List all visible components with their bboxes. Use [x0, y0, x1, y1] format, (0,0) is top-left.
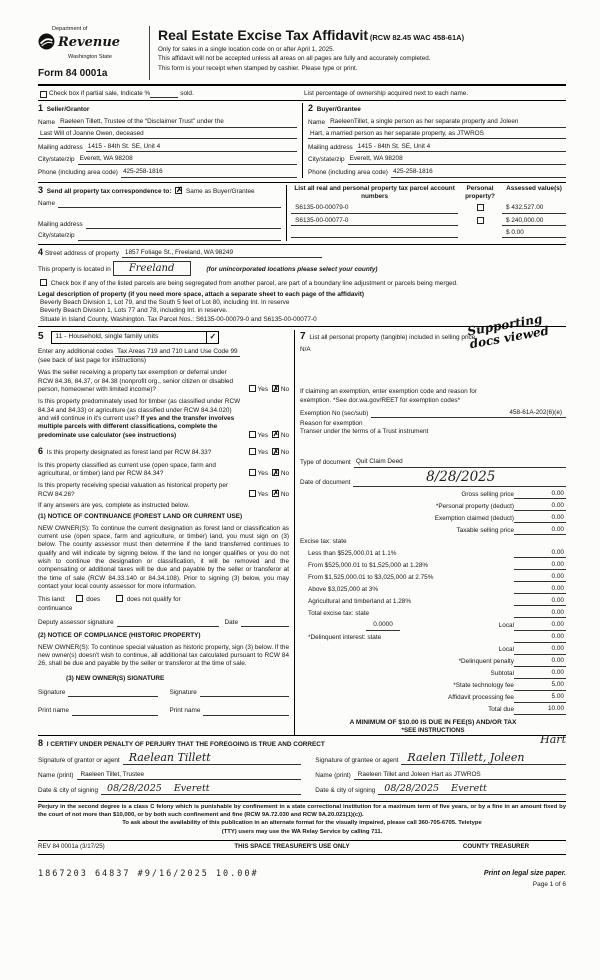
grantor-printname-line [77, 769, 302, 780]
tax-line-local-rate [300, 621, 566, 630]
tax-line-amount: 0.00 [514, 561, 566, 570]
tax-line-amount: 5.00 [514, 693, 566, 702]
owner-printname-line-2 [203, 715, 289, 716]
certify-statement: I CERTIFY UNDER PENALTY OF PERJURY THAT THE FOREGOING IS TRUE AND CORRECT [46, 741, 325, 749]
tax-line-bracket-2 [300, 561, 566, 570]
tax-line-amount: 0.00 [514, 585, 566, 594]
grantor-signature-value: Raelean Tillett [128, 750, 211, 764]
tax-line-amount: 0.00 [514, 633, 566, 642]
section1-number: 1 [38, 103, 44, 114]
doc-date-label: Date of document [300, 478, 351, 486]
county-treasurer-label: COUNTY TREASURER [462, 843, 530, 851]
exemption-no-code-label: Exemption No (sec/sub) [300, 409, 369, 417]
located-in-value[interactable]: Freeland [113, 261, 191, 276]
doc-type-value: Quit Claim Deed [354, 458, 566, 467]
section8-number: 8 [38, 738, 44, 749]
land-qualify-row [38, 595, 289, 604]
reason-exemption-value: Transer under the terms of a Trust instrument [300, 428, 429, 436]
reason-exemption-label: Reason for exemption [300, 419, 363, 427]
forest-yes-label: Yes [257, 449, 269, 457]
seller-name-value-2: Last Will of Joanne Owen, deceased [38, 130, 297, 139]
grantor-signature-label: Signature of grantor or agent [38, 756, 120, 764]
if-yes-note: If any answers are yes, complete as instructed below. [38, 502, 190, 510]
forest-yes-checkbox[interactable] [249, 448, 256, 455]
grantee-printname-label: Name (print) [315, 771, 351, 779]
see-instructions-note: *SEE INSTRUCTIONS [401, 727, 465, 735]
street-address-label: Street address of property [45, 250, 119, 258]
sold-label: sold. [180, 89, 194, 97]
assessed-value: $ 432,527.00 [502, 204, 566, 213]
owner-printname-row [38, 707, 289, 715]
parcel-row [291, 204, 566, 213]
form-rcw-reference: (RCW 82.45 WAC 458-61A) [369, 33, 465, 42]
grantor-signing-block [38, 750, 301, 795]
tax-line-amount: 0.00 [514, 573, 566, 582]
additional-codes-note: (see back of last page for instructions) [38, 357, 146, 365]
seller-phone-label: Phone (including area code) [38, 169, 118, 177]
tax-line-amount: 0.00 [514, 502, 566, 511]
does-not-label: does not qualify for [126, 596, 181, 604]
grantor-signature-line [123, 750, 302, 765]
does-not-checkbox[interactable] [116, 595, 123, 602]
tax-line-label: *Personal property (deduct) [435, 503, 514, 511]
seller-city-value: Everett, WA 98208 [78, 155, 297, 164]
section6-number: 6 [38, 446, 44, 457]
partial-sale-label: Check box if partial sale, Indicate % [49, 89, 151, 97]
buyer-name-value-2: Hart, a married person as her separate property, as JTWROS [308, 130, 566, 139]
tax-line-amount: 0.00 [514, 490, 566, 499]
perjury-notice: Perjury in the second degree is a class C felony which is punishable by confinement in a state correctional institution for a maximum term of five years, or by a fine in an amount fixed by the court of not more than $10,000, or by both such confinement and fine (RCW 9A.72.030 and RCW 9A.20.021(1)(c)). [38, 801, 566, 819]
notice-continuance-body: NEW OWNER(S): To continue the current designation as forest land or classification as current use (open space, farm and agriculture, or timber) land, you must sign on (3) below. The county assessor must then determine if the land transferred continues to qualify and will indicate by signing below. If the land no longer qualifies or you do not wish to continue the designation or classification, it will be removed and the compensating or additional taxes will be due and payable by the seller or transferor at the time of sale (RCW 84.33.140 or 84.34.108). Prior to signing (3) below, you may contact your local county assessor for more information. [38, 524, 289, 590]
tax-line-amount: 0.00 [514, 609, 566, 618]
seller-mailing-value: 1415 - 84th St. SE, Unit 4 [86, 143, 297, 152]
tax-line-agricultural [300, 597, 566, 606]
owner-signature-label-2: Signature [169, 688, 197, 696]
grantee-signature-line [401, 750, 566, 765]
tax-line-label: From $525,000.01 to $1,525,000 at 1.28% [308, 562, 429, 570]
timber-question-row [38, 398, 289, 440]
owner-printname-label-1: Print name [38, 707, 69, 715]
timber-yes-label: Yes [257, 431, 269, 439]
land-use-dropdown[interactable] [51, 331, 219, 344]
parcel-number: S6135-00-00079-0 [291, 204, 458, 213]
property-section [38, 244, 566, 326]
exemption-intro-2: exemption. *See dor.wa.gov/REET for exemption codes* [300, 396, 461, 404]
left-column [38, 330, 294, 735]
does-checkbox[interactable] [76, 595, 83, 602]
partial-sale-row [38, 88, 566, 100]
certification-section [38, 735, 566, 798]
timber-question: Is this property predominately used for timber (as classified under RCW 84.34 and 84.33) or agriculture (as classified under RCW 84.34.020) and will continue in it's current use? [38, 398, 241, 423]
tax-line-taxable [300, 526, 566, 535]
stray-signature-hart: Hart [540, 733, 566, 747]
tax-line-exemption-deduct [300, 514, 566, 523]
section2-number: 2 [308, 103, 314, 114]
historic-yes-label: Yes [257, 490, 269, 498]
deputy-signature-line [117, 626, 219, 627]
ownership-note: List percentage of ownership acquired next to each name. [304, 89, 469, 97]
seller-city-label: City/state/zip [38, 156, 75, 164]
note-accepted: This affidavit will not be accepted unless all areas on all pages are fully and accurately completed. [158, 55, 431, 63]
grantor-grantee-sections [38, 100, 566, 181]
historic-no-checkbox[interactable] [272, 490, 279, 497]
tax-line-bracket-3 [300, 573, 566, 582]
grantee-signature-value: Raelen Tillett, Joleen [407, 750, 525, 764]
correspondence-section [38, 185, 286, 241]
section3-number: 3 [38, 184, 44, 195]
buyer-grantee-section [302, 103, 566, 177]
cashier-stamp: 1867203 64837 #9/16/2025 10.00# [38, 868, 259, 879]
owner-printname-label-2: Print name [169, 707, 201, 715]
tax-line-amount: 0.00 [514, 669, 566, 678]
exemption-no-code-value: 458-61A-202(6)(e) [371, 409, 566, 418]
owner-signature-line-1 [68, 696, 157, 697]
buyer-phone-value: 425-258-1816 [391, 168, 566, 177]
seller-name-value: Raeleen Tillett, Trustee of the “Disclaimer Trust” under the [58, 118, 297, 127]
parcel-col-personal: Personal property? [465, 184, 495, 200]
minimum-due-note: A MINIMUM OF $10.00 IS DUE IN FEE(S) AND/OR TAX [349, 718, 517, 726]
bottom-row [38, 869, 566, 890]
timber-question-bold: If yes and the transfer involves multiple parcels with different classifications, complete the predominate use calculator (see instructions) [38, 415, 235, 439]
tax-line-amount: 0.00 [514, 645, 566, 654]
note-receipt: This form is your receipt when stamped by cashier. Please type or print. [158, 65, 358, 73]
exemption-yes-label: Yes [257, 386, 269, 394]
tax-line-label: Taxable selling price [456, 527, 514, 535]
segregation-checkbox[interactable] [40, 279, 47, 286]
grantor-date-value: 08/28/2025 Everett [107, 782, 210, 794]
tax-line-label: Gross selling price [461, 491, 514, 498]
exemption-no-checkbox[interactable] [272, 385, 279, 392]
seller-grantor-section [38, 103, 302, 177]
current-use-yes-checkbox[interactable] [249, 469, 256, 476]
tax-line-label: *Delinquent interest: state [308, 634, 382, 642]
forest-no-checkbox[interactable] [272, 448, 279, 455]
accessibility-notice-2: (TTY) users may use the WA Relay Service by calling 711. [221, 828, 383, 835]
legal-description-line-2: Beverly Beach Division 1, Lots 77 and 78, including Int. in reserve. [40, 307, 228, 315]
correspondence-city-label: City/state/zip [38, 232, 75, 240]
owner-printname-line-1 [72, 715, 158, 716]
buyer-city-value: Everett, WA 98208 [348, 155, 566, 164]
correspondence-name-line [58, 207, 281, 208]
section5-number: 5 [38, 331, 44, 343]
located-in-label: This property is located in [38, 266, 111, 274]
section2-title: Buyer/Grantee [316, 106, 361, 114]
dor-logo-block [38, 26, 150, 80]
tax-line-label: Affidavit processing fee [448, 694, 514, 702]
treasurer-space-label: THIS SPACE TREASURER'S USE ONLY [234, 843, 350, 851]
owner-signature-line-2 [200, 696, 289, 697]
exemption-intro-1: If claiming an exemption, enter exemption code and reason for [300, 388, 477, 396]
personal-property-checkbox-1[interactable] [477, 204, 484, 211]
same-as-buyer-checkbox[interactable] [175, 187, 182, 194]
tax-line-gross [300, 490, 566, 499]
form-number: Form 84 0001a [38, 67, 108, 79]
tax-line-label: From $1,525,000.01 to $3,025,000 at 2.75% [308, 574, 434, 582]
header-divider [38, 84, 566, 86]
new-owner-signature-title: (3) NEW OWNER(S) SIGNATURE [66, 674, 165, 682]
tax-line-amount: 0.00 [514, 597, 566, 606]
parcel-number [291, 237, 458, 238]
tax-line-technology-fee [300, 681, 566, 690]
section4-number: 4 [38, 246, 44, 257]
dropdown-check-icon[interactable] [206, 332, 218, 343]
correspondence-mailing-line [86, 228, 281, 229]
form-header [38, 26, 566, 80]
tax-line-label: Less than $525,000.01 at 1.1% [308, 550, 397, 558]
tax-line-amount: 10.00 [514, 705, 566, 714]
section7-number: 7 [300, 331, 306, 343]
current-use-yes-label: Yes [257, 470, 269, 478]
tax-line-total-state [300, 609, 566, 618]
revenue-logo-icon [38, 33, 55, 53]
parcel-table [286, 185, 566, 241]
timber-no-label: No [280, 431, 289, 439]
legal-description-line-3: Situate in Island County, Washington. Tax Parcel Nos.: S6135-00-00079-0 and S6135-00-00077-0 [40, 315, 317, 323]
tax-line-delinquent-penalty [300, 657, 566, 666]
street-address-value: 1857 Foliage St., Freeland, WA 98249 [122, 249, 322, 258]
partial-sale-checkbox[interactable] [40, 91, 47, 98]
supporting-docs-stamp: Supporting docs viewed [466, 311, 550, 351]
historic-yes-checkbox[interactable] [249, 490, 256, 497]
tax-line-label: Excise tax: state [300, 538, 347, 546]
grantor-date-label: Date & city of signing [38, 786, 99, 794]
forest-no-label: No [280, 449, 289, 457]
tax-line-excise-state [300, 538, 566, 546]
washington-state-label: Washington State [68, 53, 112, 60]
title-block [150, 26, 566, 80]
tax-line-label: Local [498, 646, 514, 654]
tax-line-personal-deduct [300, 502, 566, 511]
current-use-no-checkbox[interactable] [272, 469, 279, 476]
correspondence-city-line [78, 240, 282, 241]
main-columns [38, 326, 566, 735]
correspondence-name-label: Name [38, 199, 56, 207]
personal-property-checkbox-2[interactable] [477, 217, 484, 224]
notice-compliance-body: NEW OWNER(S): To continue special valuation as historic property, sign (3) below. If the new owner(s) doesn't wish to continue, all additional tax calculated pursuant to RCW 84 26, shall be due and payable by the seller or transferor at the time of sale. [38, 643, 289, 668]
same-as-buyer-label: Same as Buyer/Grantee [186, 187, 255, 195]
rev-form-number: REV 84 0001a (3/17/25) [38, 843, 105, 851]
forest-land-section [38, 446, 289, 716]
seller-name-label: Name [38, 119, 56, 127]
tax-line-amount: 0.00 [514, 514, 566, 523]
correspondence-mailing-label: Mailing address [38, 220, 83, 228]
accessibility-notice-1: To ask about the availability of this publication in an alternate format for the visually impaired, please call 360-705-6705. Teletype [122, 820, 482, 827]
grantor-date-line [101, 784, 301, 795]
segregation-label: Check box if any of the listed parcels are being segregated from another parcel, are part of a boundary line adjustment or parcels being merged. [50, 280, 458, 288]
historic-no-label: No [280, 490, 289, 498]
historic-question: Is this property receiving special valuation as historical property per RCW 84.26? [38, 482, 229, 498]
tax-line-amount: 0.00 [514, 621, 566, 630]
personal-property-value: N/A [300, 346, 311, 354]
tax-section [294, 330, 566, 735]
grantee-date-value: 08/28/2025 Everett [384, 782, 487, 794]
legal-description-label: Legal description of property (if you need more space, attach a separate sheet to each page of the affidavit) [38, 290, 365, 298]
tax-exemption-question: Was the seller receiving a property tax exemption or deferral under RCW 84.36, 84.37, or 84.38 (nonprofit org., senior citizen or disabled person, homeowner with limited income)? [38, 369, 234, 394]
exemption-yes-checkbox[interactable] [249, 385, 256, 392]
tax-line-amount: 0.00 [514, 549, 566, 558]
deputy-date-line [241, 626, 289, 627]
grantor-printname-label: Name (print) [38, 771, 74, 779]
tax-line-label: Local [498, 622, 514, 630]
notice-compliance-title: (2) NOTICE OF COMPLIANCE (HISTORIC PROPERTY) [38, 632, 201, 640]
does-label: does [86, 596, 101, 604]
correspondence-parcels-row [38, 182, 566, 244]
grantee-signing-block [315, 750, 566, 795]
tax-line-label: Exemption claimed (deduct) [434, 515, 514, 523]
land-use-selected: 11 - Household, single family units [55, 332, 159, 340]
tax-line-amount: 0.00 [514, 657, 566, 666]
buyer-mailing-label: Mailing address [308, 143, 353, 151]
tax-line-label: Total excise tax: state [308, 610, 370, 618]
doc-date-value: 8/28/2025 [353, 469, 566, 488]
grantee-date-label: Date & city of signing [315, 786, 376, 794]
tax-line-delinquent-local [300, 645, 566, 654]
legal-paper-note: Print on legal size paper. [483, 869, 566, 877]
form-title: Real Estate Excise Tax Affidavit [158, 27, 369, 43]
continuance-label: continuance [38, 604, 73, 612]
dept-of-label: Department of [52, 26, 88, 32]
grantee-printname-line [354, 769, 566, 780]
revenue-wordmark: Revenue [58, 34, 121, 50]
parcel-row [291, 217, 566, 226]
parcel-row [291, 229, 566, 238]
assessed-value: $ 0.00 [502, 229, 566, 238]
buyer-city-label: City/state/zip [308, 156, 345, 164]
this-land-label: This land: [38, 596, 66, 604]
owner-signature-row [38, 689, 289, 697]
grantee-signature-label: Signature of grantee or agent [315, 756, 399, 764]
notice-continuance-title: (1) NOTICE OF CONTINUANCE (FOREST LAND OR CURRENT USE) [38, 513, 243, 521]
exemption-no-label: No [280, 386, 289, 394]
tax-line-label: *Delinquent penalty [458, 658, 514, 666]
tax-line-label: Subtotal [490, 670, 514, 678]
tax-line-total-due [300, 705, 566, 714]
buyer-phone-label: Phone (including area code) [308, 169, 388, 177]
seller-mailing-label: Mailing address [38, 143, 83, 151]
tax-exemption-question-row [38, 369, 289, 394]
forest-question: Is this property designated as forest land per RCW 84.33? [46, 449, 212, 457]
grantor-printname-value: Raeleen Tillet, Trustee [80, 770, 145, 778]
tax-line-bracket-4 [300, 585, 566, 594]
current-use-question: Is this property classified as current use (open space, farm and agricultural, or timber) land per RCW 84.34? [38, 461, 216, 478]
current-use-no-label: No [280, 470, 289, 478]
buyer-name-value: RaeleenTillet, a single person as her separate property and Joleen [328, 118, 566, 127]
deputy-signature-label: Deputy assessor signature [38, 618, 114, 626]
tax-line-subtotal [300, 669, 566, 678]
unincorporated-note: (for unincorporated locations please select your county) [206, 266, 378, 274]
tax-line-label: Total due [488, 706, 514, 714]
parcel-number: S6135-00-00077-0 [291, 217, 458, 226]
legal-description-line-1: Beverly Beach Division 1, Lot 79, and the South 5 feet of Lot 80, including Int. In reserve [40, 299, 290, 307]
additional-codes-value: Tax Areas 719 and 710 Land Use Code 99 [115, 348, 239, 357]
tax-line-amount: 0.00 [514, 526, 566, 535]
grantee-printname-value: Raeleen Tillet and Joleen Hart as JTWROS [357, 770, 481, 778]
timber-no-checkbox[interactable] [272, 431, 279, 438]
note-single-location: Only for sales in a single location code on or after April 1, 2025. [158, 45, 335, 53]
parcel-col-assessed: Assessed value(s) [506, 184, 562, 192]
tax-line-label: *State technology fee [453, 682, 514, 690]
tax-line-label: Above $3,025,000 at 3% [308, 586, 378, 594]
tax-line-bracket-1 [300, 549, 566, 558]
section1-title: Seller/Grantor [46, 106, 90, 114]
assessed-value: $ 240,000.00 [502, 217, 566, 226]
tax-line-delinquent-interest [300, 633, 566, 642]
tax-line-processing-fee [300, 693, 566, 702]
use-code-section [38, 330, 289, 344]
owner-signature-label-1: Signature [38, 688, 66, 696]
grantee-date-line [378, 784, 566, 795]
section3-title: Send all property tax correspondence to: [46, 187, 172, 195]
deputy-date-label: Date [224, 618, 238, 626]
doc-type-label: Type of document [300, 459, 351, 467]
tax-line-amount: 5.00 [514, 681, 566, 690]
partial-sale-percent-line [150, 97, 178, 98]
treasurer-row [38, 840, 566, 855]
buyer-mailing-value: 1415 - 84th St. SE, Unit 4 [356, 143, 566, 152]
additional-codes-label: Enter any additional codes [38, 347, 114, 355]
buyer-name-label: Name [308, 119, 326, 127]
page-number: Page 1 of 6 [532, 880, 566, 888]
local-rate-value: 0.0000 [366, 621, 400, 630]
seller-phone-value: 425-258-1816 [121, 168, 297, 177]
parcel-col-numbers: List all real and personal property tax parcel account numbers [294, 184, 455, 200]
personal-property-label: List all personal property (tangible) included in selling price. [309, 334, 478, 342]
tax-line-label: Agricultural and timberland at 1.28% [308, 598, 412, 606]
timber-yes-checkbox[interactable] [249, 431, 256, 438]
